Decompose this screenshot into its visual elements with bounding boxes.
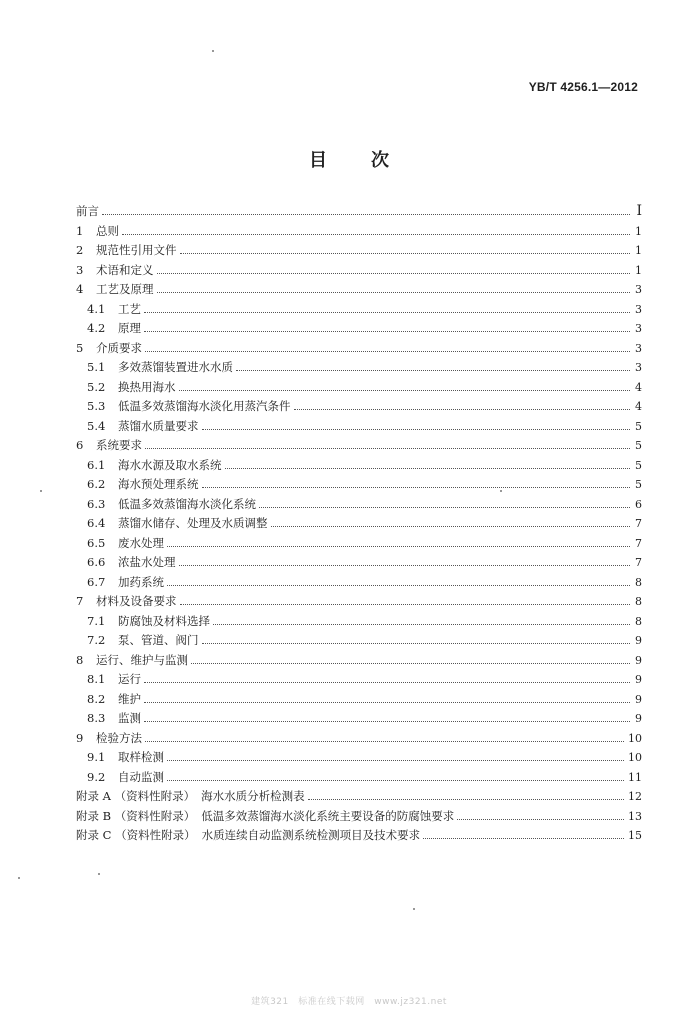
toc-entry-title: 术语和定义 <box>96 262 154 277</box>
page-title: 目次 <box>309 150 433 171</box>
toc-entry[interactable] <box>76 671 642 691</box>
toc-dot-leader <box>259 507 630 508</box>
toc-entry[interactable] <box>76 788 642 808</box>
toc-page-number: 8 <box>635 614 642 628</box>
toc-entry-title: 换热用海水 <box>118 379 176 394</box>
scan-speck <box>98 873 100 875</box>
toc-page-number: 12 <box>628 790 642 803</box>
toc-dot-leader <box>144 682 630 683</box>
toc-page-number: 8 <box>635 575 642 589</box>
toc-entry-number: 7.2 <box>87 633 106 647</box>
toc-entry-title: 材料及设备要求 <box>96 594 177 608</box>
toc-entry-title: 多效蒸馏装置进水水质 <box>118 360 233 374</box>
toc-entry-title: 蒸馏水储存、处理及水质调整 <box>118 516 268 530</box>
toc-entry-number: 2 <box>76 243 84 257</box>
toc-entry-number: 9.1 <box>87 750 106 764</box>
toc-dot-leader <box>145 351 630 352</box>
toc-entry[interactable] <box>76 242 642 262</box>
toc-entry-number: 8.2 <box>87 691 106 706</box>
toc-entry[interactable] <box>76 613 642 633</box>
toc-entry[interactable] <box>76 535 642 555</box>
toc-entry[interactable] <box>76 710 642 730</box>
toc-entry-number: 6.5 <box>87 535 106 550</box>
toc-page-number: 10 <box>628 731 642 745</box>
toc-entry[interactable] <box>76 652 642 672</box>
toc-page-number: 5 <box>635 439 642 452</box>
toc-page-number: 4 <box>635 380 642 394</box>
toc-entry-title: 低温多效蒸馏海水淡化系统主要设备的防腐蚀要求 <box>201 808 455 823</box>
toc-entry-number: 6.4 <box>87 516 106 530</box>
toc-page-number: 3 <box>635 361 642 374</box>
scan-speck <box>40 490 42 492</box>
toc-page-number: 10 <box>628 751 642 764</box>
scan-speck <box>500 490 502 492</box>
watermark-text: 建筑321 标准在线下载网 www.jz321.net <box>251 997 447 1007</box>
toc-dot-leader <box>145 741 624 742</box>
toc-entry[interactable] <box>76 496 642 516</box>
toc-entry-title: 水质连续自动监测系统检测项目及技术要求 <box>201 828 421 842</box>
toc-dot-leader <box>144 312 630 313</box>
toc-page-number: 11 <box>628 770 642 784</box>
toc-entry-title: 系统要求 <box>96 438 142 452</box>
toc-dot-leader <box>179 565 631 566</box>
toc-entry-number: 5.2 <box>87 379 106 394</box>
toc-dot-leader <box>457 819 624 820</box>
toc-entry-number: 5.4 <box>87 418 106 433</box>
toc-entry[interactable] <box>76 691 642 711</box>
toc-dot-leader <box>191 663 630 664</box>
toc-entry-number: 4.2 <box>87 321 106 335</box>
toc-entry-number: 6.1 <box>87 457 106 472</box>
toc-entry-title: 监测 <box>118 711 141 725</box>
toc-dot-leader <box>179 390 631 391</box>
toc-entry-title: 运行、维护与监测 <box>96 652 188 667</box>
toc-entry[interactable] <box>76 359 642 379</box>
toc-page-number: 5 <box>635 458 642 472</box>
toc-appendix-label: 附录 B （资料性附录） <box>76 808 196 823</box>
toc-entry[interactable] <box>76 301 642 321</box>
toc-entry[interactable] <box>76 749 642 769</box>
toc-entry[interactable] <box>76 457 642 477</box>
toc-entry-title: 前言 <box>76 204 99 218</box>
toc-entry-number: 7.1 <box>87 613 106 628</box>
toc-dot-leader <box>213 624 630 625</box>
toc-entry-number: 7 <box>76 594 84 608</box>
toc-dot-leader <box>167 760 624 761</box>
toc-dot-leader <box>271 526 631 527</box>
toc-page-number: 1 <box>635 244 642 257</box>
toc-entry-title: 检验方法 <box>96 730 142 745</box>
scan-speck <box>212 50 214 52</box>
toc-entry-number: 5 <box>76 340 84 355</box>
toc-page-number: 3 <box>635 302 642 316</box>
toc-entry-number: 9 <box>76 730 84 745</box>
toc-entry-title: 总则 <box>96 223 119 238</box>
toc-dot-leader <box>225 468 631 469</box>
toc-entry-title: 规范性引用文件 <box>96 243 177 257</box>
toc-page-number: 3 <box>635 322 642 335</box>
toc-page-number: 7 <box>635 556 642 569</box>
toc-dot-leader <box>294 409 631 410</box>
toc-page-number: 15 <box>628 829 642 842</box>
toc-dot-leader <box>102 214 630 215</box>
toc-entry[interactable] <box>76 281 642 301</box>
toc-entry-number: 6.3 <box>87 496 106 511</box>
toc-entry[interactable] <box>76 554 642 574</box>
toc-page-number: I <box>636 203 642 219</box>
toc-entry[interactable] <box>76 808 642 828</box>
toc-dot-leader <box>202 429 631 430</box>
toc-page-number: 13 <box>628 809 642 823</box>
toc-entry-title: 加药系统 <box>118 574 164 589</box>
toc-entry-number: 8 <box>76 652 84 667</box>
scan-speck <box>413 908 415 910</box>
toc-entry-title: 介质要求 <box>96 340 142 355</box>
toc-page-number: 6 <box>635 497 642 511</box>
toc-entry-number: 5.1 <box>87 360 106 374</box>
toc-entry[interactable] <box>76 262 642 282</box>
toc-dot-leader <box>202 487 631 488</box>
toc-entry[interactable] <box>76 379 642 399</box>
toc-page-number: 5 <box>635 478 642 491</box>
toc-page-number: 5 <box>635 419 642 433</box>
toc-entry-title: 工艺及原理 <box>96 282 154 296</box>
toc-dot-leader <box>145 448 630 449</box>
toc-entry[interactable] <box>76 769 642 789</box>
toc-entry[interactable] <box>76 418 642 438</box>
toc-entry[interactable] <box>76 827 642 847</box>
toc-entry-number: 8.3 <box>87 711 106 725</box>
toc-entry-title: 泵、管道、阀门 <box>118 633 199 647</box>
toc-entry[interactable] <box>76 730 642 750</box>
toc-entry[interactable] <box>76 515 642 535</box>
toc-entry[interactable] <box>76 476 642 496</box>
toc-page-number: 9 <box>635 634 642 647</box>
toc-dot-leader <box>167 546 630 547</box>
toc-page-number: 9 <box>635 673 642 686</box>
toc-entry-title: 低温多效蒸馏海水淡化用蒸汽条件 <box>118 399 291 413</box>
toc-page-number: 9 <box>635 653 642 667</box>
toc-dot-leader <box>236 370 630 371</box>
toc-page-number: 7 <box>635 517 642 530</box>
scan-speck <box>18 877 20 879</box>
toc-entry-number: 3 <box>76 262 84 277</box>
toc-entry-title: 浓盐水处理 <box>118 555 176 569</box>
toc-entry-number: 6.6 <box>87 555 106 569</box>
toc-dot-leader <box>308 799 624 800</box>
table-of-contents <box>76 203 642 847</box>
toc-page-number: 9 <box>635 712 642 725</box>
toc-dot-leader <box>144 331 630 332</box>
toc-entry-title: 防腐蚀及材料选择 <box>118 613 210 628</box>
toc-entry[interactable] <box>76 340 642 360</box>
toc-entry-number: 6.7 <box>87 574 106 589</box>
toc-dot-leader <box>202 643 631 644</box>
toc-entry[interactable] <box>76 593 642 613</box>
toc-entry[interactable] <box>76 437 642 457</box>
toc-entry-number: 5.3 <box>87 399 106 413</box>
toc-entry-number: 4.1 <box>87 301 106 316</box>
toc-dot-leader <box>157 273 631 274</box>
toc-page-number: 3 <box>635 341 642 355</box>
toc-entry-title: 低温多效蒸馏海水淡化系统 <box>118 496 256 511</box>
document-code: YB/T 4256.1—2012 <box>528 80 638 94</box>
toc-page-number: 8 <box>635 595 642 608</box>
toc-entry-title: 废水处理 <box>118 535 164 550</box>
toc-entry-title: 海水预处理系统 <box>118 477 199 491</box>
toc-entry-number: 4 <box>76 282 84 296</box>
toc-entry[interactable] <box>76 223 642 243</box>
toc-entry-title: 维护 <box>118 691 141 706</box>
toc-dot-leader <box>122 234 630 235</box>
toc-entry-number: 8.1 <box>87 672 106 686</box>
toc-entry[interactable] <box>76 203 642 223</box>
toc-dot-leader <box>180 604 631 605</box>
toc-appendix-label: 附录 C （资料性附录） <box>76 828 196 842</box>
toc-dot-leader <box>167 780 624 781</box>
toc-appendix-label: 附录 A （资料性附录） <box>76 789 196 803</box>
toc-entry-title: 运行 <box>118 672 141 686</box>
toc-entry-title: 海水水质分析检测表 <box>201 789 305 803</box>
toc-entry[interactable] <box>76 398 642 418</box>
toc-dot-leader <box>157 292 631 293</box>
toc-dot-leader <box>423 838 624 839</box>
toc-entry-title: 工艺 <box>118 301 141 316</box>
toc-entry-number: 1 <box>76 223 84 238</box>
toc-page-number: 7 <box>635 536 642 550</box>
toc-entry-number: 6.2 <box>87 477 106 491</box>
toc-dot-leader <box>144 702 630 703</box>
toc-entry-title: 自动监测 <box>118 769 164 784</box>
toc-entry-title: 取样检测 <box>118 750 164 764</box>
toc-entry-number: 9.2 <box>87 769 106 784</box>
toc-page-number: 1 <box>635 224 642 238</box>
toc-entry-number: 6 <box>76 438 84 452</box>
toc-entry[interactable] <box>76 320 642 340</box>
toc-entry[interactable] <box>76 632 642 652</box>
toc-dot-leader <box>180 253 631 254</box>
toc-entry-title: 原理 <box>118 321 141 335</box>
toc-page-number: 4 <box>635 400 642 413</box>
toc-dot-leader <box>144 721 630 722</box>
toc-dot-leader <box>167 585 630 586</box>
toc-entry-title: 海水水源及取水系统 <box>118 457 222 472</box>
toc-entry[interactable] <box>76 574 642 594</box>
toc-entry-title: 蒸馏水质量要求 <box>118 418 199 433</box>
toc-page-number: 9 <box>635 692 642 706</box>
toc-page-number: 1 <box>635 263 642 277</box>
toc-page-number: 3 <box>635 283 642 296</box>
